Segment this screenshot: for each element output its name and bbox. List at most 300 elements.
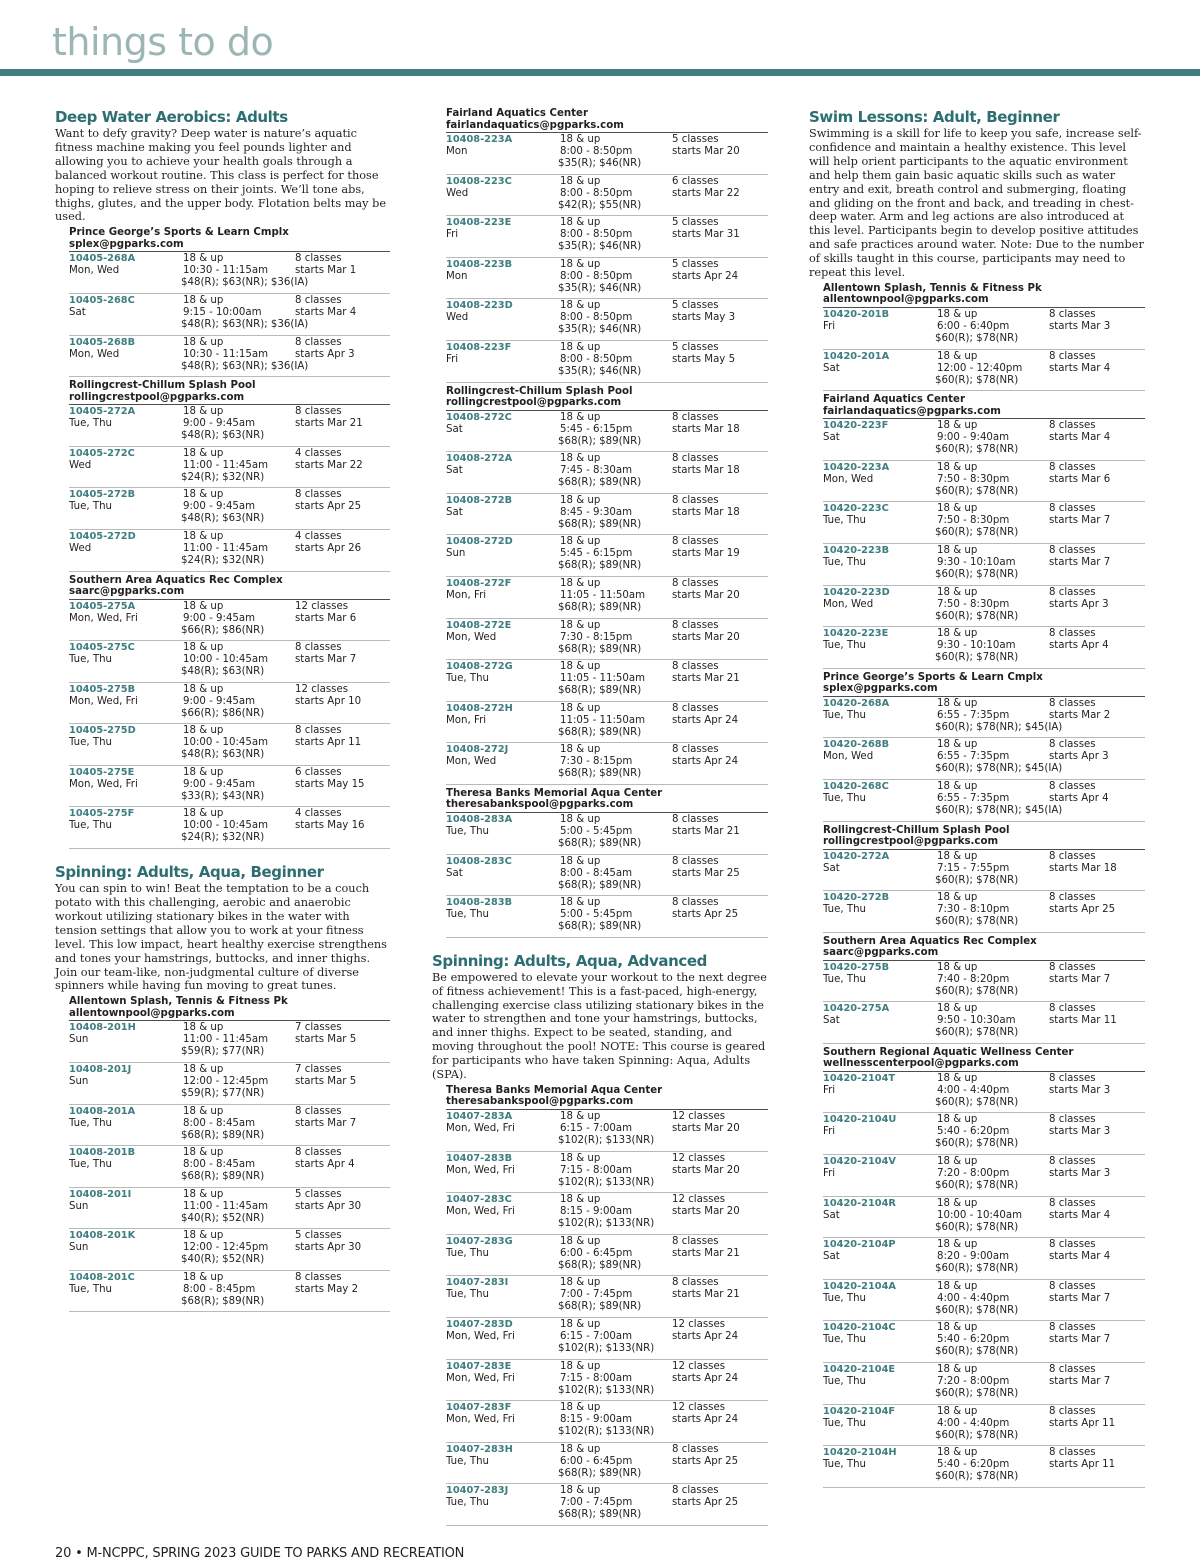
course-code: 10420-201B xyxy=(823,308,890,320)
course-start-date: starts Mar 7 xyxy=(295,654,357,666)
course-class-count: 8 classes xyxy=(1049,350,1096,362)
course-class-count: 8 classes xyxy=(1049,308,1096,320)
location-email: allentownpool@pgparks.com xyxy=(69,1007,235,1019)
course-start-date: starts Apr 25 xyxy=(1049,904,1116,916)
section-title: Deep Water Aerobics: Adults xyxy=(55,108,288,126)
course-days: Tue, Thu xyxy=(823,1334,867,1346)
course-row xyxy=(823,1280,1145,1322)
course-time: 4:00 - 4:40pm xyxy=(937,1084,1010,1096)
course-row xyxy=(446,452,768,494)
course-age: 18 & up xyxy=(183,336,224,348)
course-row xyxy=(823,1197,1145,1239)
location-header xyxy=(69,996,390,1021)
course-code: 10405-268A xyxy=(69,253,136,265)
course-row xyxy=(823,1072,1145,1114)
course-days: Fri xyxy=(823,1168,836,1180)
course-days: Sat xyxy=(823,1015,840,1027)
course-code: 10408-201I xyxy=(69,1188,132,1200)
course-code: 10405-275A xyxy=(69,600,136,612)
course-fee: $68(R); $89(NR) xyxy=(558,643,642,655)
course-time: 12:00 - 12:45pm xyxy=(183,1242,269,1254)
course-start-date: starts Apr 4 xyxy=(1049,792,1109,804)
course-days: Mon, Fri xyxy=(446,589,487,601)
course-age: 18 & up xyxy=(560,1110,601,1122)
course-age: 18 & up xyxy=(937,961,978,973)
course-start-date: starts Apr 24 xyxy=(672,1330,739,1342)
location-name: Rollingcrest-Chillum Splash Pool xyxy=(446,385,633,397)
course-age: 18 & up xyxy=(937,1003,978,1015)
course-days: Sun xyxy=(69,1242,89,1254)
course-days: Wed xyxy=(446,187,469,199)
course-fee: $42(R); $55(NR) xyxy=(558,199,642,211)
course-start-date: starts Mar 20 xyxy=(672,1122,740,1134)
course-days: Tue, Thu xyxy=(823,515,867,527)
course-age: 18 & up xyxy=(937,892,978,904)
course-age: 18 & up xyxy=(183,1147,224,1159)
course-row xyxy=(446,258,768,300)
course-code: 10405-272D xyxy=(69,530,136,542)
course-start-date: starts Mar 21 xyxy=(672,1247,740,1259)
course-fee: $68(R); $89(NR) xyxy=(558,879,642,891)
course-code: 10405-272A xyxy=(69,406,136,418)
course-row xyxy=(69,724,390,766)
course-age: 18 & up xyxy=(937,628,978,640)
course-code: 10405-275D xyxy=(69,725,136,737)
course-row xyxy=(823,1321,1145,1363)
location-header xyxy=(823,394,1145,419)
course-days: Sat xyxy=(446,465,463,477)
course-fee: $40(R); $52(NR) xyxy=(181,1254,265,1266)
course-class-count: 8 classes xyxy=(295,1271,342,1283)
course-fee: $68(R); $89(NR) xyxy=(558,560,642,572)
course-row xyxy=(69,641,390,683)
course-code: 10407-283I xyxy=(446,1277,509,1289)
course-time: 9:00 - 9:45am xyxy=(183,695,256,707)
course-class-count: 8 classes xyxy=(295,642,342,654)
location-name: Prince George’s Sports & Learn Cmplx xyxy=(69,227,289,239)
course-code: 10420-223F xyxy=(823,420,889,432)
course-age: 18 & up xyxy=(937,780,978,792)
course-code: 10408-223A xyxy=(446,134,513,145)
course-days: Mon, Wed xyxy=(446,631,497,643)
course-days: Tue, Thu xyxy=(823,904,867,916)
course-code: 10408-223E xyxy=(446,217,512,229)
course-row xyxy=(69,1229,390,1271)
location-name: Southern Area Aquatics Rec Complex xyxy=(823,935,1037,947)
course-time: 7:50 - 8:30pm xyxy=(937,473,1010,485)
course-class-count: 5 classes xyxy=(672,134,719,145)
course-days: Mon, Wed xyxy=(69,348,120,360)
course-start-date: starts Apr 24 xyxy=(672,1414,739,1426)
course-fee: $60(R); $78(NR) xyxy=(935,1388,1019,1400)
course-days: Tue, Thu xyxy=(446,673,490,685)
course-start-date: starts Mar 7 xyxy=(1049,1376,1111,1388)
course-class-count: 8 classes xyxy=(1049,1114,1096,1126)
course-fee: $102(R); $133(NR) xyxy=(558,1384,655,1396)
course-fee: $24(R); $32(NR) xyxy=(181,832,265,844)
course-age: 18 & up xyxy=(560,661,601,673)
course-row xyxy=(446,1110,768,1152)
course-code: 10420-223C xyxy=(823,503,889,515)
course-code: 10405-272B xyxy=(69,489,136,501)
column-middle xyxy=(432,108,768,1526)
course-time: 5:45 - 6:15pm xyxy=(560,423,633,435)
course-fee: $102(R); $133(NR) xyxy=(558,1176,655,1188)
course-row xyxy=(69,766,390,808)
course-class-count: 8 classes xyxy=(1049,1405,1096,1417)
course-time: 9:30 - 10:10am xyxy=(937,556,1016,568)
course-code: 10405-275F xyxy=(69,808,135,820)
course-days: Mon, Wed, Fri xyxy=(446,1164,515,1176)
course-fee: $102(R); $133(NR) xyxy=(558,1134,655,1146)
course-class-count: 5 classes xyxy=(672,341,719,353)
course-class-count: 8 classes xyxy=(1049,544,1096,556)
course-class-count: 8 classes xyxy=(1049,1156,1096,1168)
course-age: 18 & up xyxy=(937,1072,978,1084)
course-fee: $60(R); $78(NR) xyxy=(935,1096,1019,1108)
course-class-count: 8 classes xyxy=(295,294,342,306)
course-days: Tue, Thu xyxy=(823,1417,867,1429)
course-time: 6:00 - 6:40pm xyxy=(937,320,1010,332)
course-class-count: 8 classes xyxy=(1049,780,1096,792)
course-time: 8:15 - 9:00am xyxy=(560,1206,633,1218)
location-header xyxy=(823,1047,1145,1072)
course-fee: $68(R); $89(NR) xyxy=(558,685,642,697)
course-fee: $68(R); $89(NR) xyxy=(558,1301,642,1313)
course-days: Mon, Wed xyxy=(446,756,497,768)
course-days: Mon, Wed xyxy=(823,751,874,763)
course-row xyxy=(69,1146,390,1188)
course-fee: $60(R); $78(NR); $45(IA) xyxy=(935,763,1063,775)
course-time: 11:00 - 11:45am xyxy=(183,542,269,554)
course-time: 11:05 - 11:50am xyxy=(560,589,646,601)
course-row xyxy=(69,336,390,378)
course-class-count: 8 classes xyxy=(672,1277,719,1289)
course-days: Sat xyxy=(446,423,463,435)
course-time: 4:00 - 4:40pm xyxy=(937,1292,1010,1304)
course-days: Mon, Wed, Fri xyxy=(446,1122,515,1134)
course-row xyxy=(446,896,768,938)
course-days: Tue, Thu xyxy=(69,1117,113,1129)
course-fee: $60(R); $78(NR) xyxy=(935,527,1019,539)
course-time: 7:30 - 8:15pm xyxy=(560,631,633,643)
course-start-date: starts Mar 21 xyxy=(295,418,363,430)
course-code: 10420-2104A xyxy=(823,1280,896,1292)
course-days: Fri xyxy=(823,1084,836,1096)
section-spacer xyxy=(432,938,768,952)
course-days: Mon, Wed, Fri xyxy=(446,1206,515,1218)
course-code: 10407-283B xyxy=(446,1152,513,1164)
course-code: 10408-201H xyxy=(69,1022,136,1034)
course-start-date: starts Apr 25 xyxy=(672,1455,739,1467)
course-code: 10420-275B xyxy=(823,961,890,973)
course-row xyxy=(69,294,390,336)
course-fee: $35(R); $46(NR) xyxy=(558,365,642,377)
course-start-date: starts Apr 4 xyxy=(295,1159,355,1171)
course-start-date: starts Mar 19 xyxy=(672,548,740,560)
course-age: 18 & up xyxy=(937,308,978,320)
location-header xyxy=(69,227,390,252)
course-days: Sun xyxy=(69,1075,89,1087)
course-class-count: 5 classes xyxy=(295,1230,342,1242)
course-class-count: 12 classes xyxy=(672,1152,726,1164)
course-age: 18 & up xyxy=(183,253,224,265)
course-code: 10420-268B xyxy=(823,739,890,751)
course-class-count: 8 classes xyxy=(295,336,342,348)
course-code: 10407-283J xyxy=(446,1485,509,1497)
course-time: 11:05 - 11:50am xyxy=(560,714,646,726)
section-title: Spinning: Adults, Aqua, Beginner xyxy=(55,863,324,882)
course-class-count: 8 classes xyxy=(1049,1197,1096,1209)
course-start-date: starts Mar 7 xyxy=(295,1117,357,1129)
course-start-date: starts Mar 21 xyxy=(672,825,740,837)
course-start-date: starts Apr 25 xyxy=(672,909,739,921)
course-age: 18 & up xyxy=(937,1447,978,1459)
course-fee: $59(R); $77(NR) xyxy=(181,1087,265,1099)
course-time: 8:20 - 9:00am xyxy=(937,1251,1010,1263)
course-age: 18 & up xyxy=(560,453,601,465)
course-row xyxy=(446,619,768,661)
course-time: 12:00 - 12:40pm xyxy=(937,362,1023,374)
course-age: 18 & up xyxy=(937,420,978,432)
course-age: 18 & up xyxy=(560,1360,601,1372)
course-time: 7:00 - 7:45pm xyxy=(560,1289,633,1301)
course-code: 10408-283C xyxy=(446,855,512,867)
course-time: 9:50 - 10:30am xyxy=(937,1015,1016,1027)
course-age: 18 & up xyxy=(183,642,224,654)
course-row xyxy=(823,544,1145,586)
course-class-count: 8 classes xyxy=(672,619,719,631)
course-row xyxy=(446,577,768,619)
course-code: 10420-2104T xyxy=(823,1072,896,1084)
course-start-date: starts Mar 6 xyxy=(295,612,357,624)
course-time: 5:40 - 6:20pm xyxy=(937,1334,1010,1346)
course-time: 7:30 - 8:10pm xyxy=(937,904,1010,916)
course-start-date: starts Mar 20 xyxy=(672,1164,740,1176)
course-code: 10405-275E xyxy=(69,766,135,778)
course-start-date: starts Mar 7 xyxy=(1049,1292,1111,1304)
course-row xyxy=(69,683,390,725)
course-days: Mon, Wed, Fri xyxy=(446,1414,515,1426)
course-time: 10:00 - 10:45am xyxy=(183,654,269,666)
course-row xyxy=(446,341,768,383)
course-code: 10408-272G xyxy=(446,661,513,673)
course-row xyxy=(69,600,390,642)
location-name: Theresa Banks Memorial Aqua Center xyxy=(446,787,663,799)
course-class-count: 8 classes xyxy=(1049,1280,1096,1292)
course-row xyxy=(446,660,768,702)
course-start-date: starts Mar 1 xyxy=(295,265,357,277)
course-code: 10408-272C xyxy=(446,411,512,423)
course-code: 10408-272F xyxy=(446,577,512,589)
location-header xyxy=(446,788,768,813)
course-days: Mon, Wed, Fri xyxy=(69,612,138,624)
course-days: Mon, Wed xyxy=(823,598,874,610)
course-class-count: 8 classes xyxy=(1049,628,1096,640)
course-time: 6:15 - 7:00am xyxy=(560,1330,633,1342)
course-row xyxy=(446,1318,768,1360)
course-start-date: starts Mar 2 xyxy=(1049,709,1111,721)
course-time: 5:40 - 6:20pm xyxy=(937,1459,1010,1471)
course-start-date: starts Mar 4 xyxy=(295,306,357,318)
course-code: 10420-2104V xyxy=(823,1156,896,1168)
course-age: 18 & up xyxy=(560,1485,601,1497)
section-description: Be empowered to elevate your workout to the next degree of fitness achievement! This is a fast-paced, high-energy, challenging exercise class utilizing stationary bikes in the water to strengthen and tone your hamstrings, buttocks, and inner thighs. Expect to be seated, standing, and moving throughout the pool! NOTE: This course is geared for participants who have taken Spinning: Aqua, Adults (SPA). xyxy=(432,970,767,1082)
section-description: Want to defy gravity? Deep water is nature’s aquatic fitness machine making you feel pounds lighter and allowing you to achieve your health goals through a balanced workout routine. This class is perfect for those hoping to relieve stress on their joints. We’ll tone abs, thighs, glutes, and the upper body. Flotation belts may be used. xyxy=(55,127,387,224)
course-fee: $68(R); $89(NR) xyxy=(558,601,642,613)
course-time: 8:00 - 8:50pm xyxy=(560,146,633,157)
location-name: Allentown Splash, Tennis & Fitness Pk xyxy=(69,996,288,1008)
course-code: 10420-2104E xyxy=(823,1364,896,1376)
course-start-date: starts Apr 3 xyxy=(295,348,355,360)
location-email: theresabankspool@pgparks.com xyxy=(446,799,634,811)
course-time: 9:00 - 9:40am xyxy=(937,432,1010,444)
course-fee: $68(R); $89(NR) xyxy=(558,1259,642,1271)
course-code: 10408-272A xyxy=(446,453,513,465)
course-class-count: 8 classes xyxy=(295,725,342,737)
course-days: Tue, Thu xyxy=(823,640,867,652)
course-code: 10420-223B xyxy=(823,544,890,556)
course-age: 18 & up xyxy=(183,600,224,612)
course-class-count: 8 classes xyxy=(672,855,719,867)
course-age: 18 & up xyxy=(560,494,601,506)
location-header xyxy=(823,283,1145,308)
course-age: 18 & up xyxy=(560,258,601,270)
course-code: 10407-283G xyxy=(446,1235,513,1247)
course-class-count: 8 classes xyxy=(672,494,719,506)
course-fee: $48(R); $63(NR); $36(IA) xyxy=(181,360,309,372)
course-fee: $48(R); $63(NR) xyxy=(181,513,265,525)
course-age: 18 & up xyxy=(183,406,224,418)
course-start-date: starts Mar 6 xyxy=(1049,473,1111,485)
course-days: Wed xyxy=(69,459,92,471)
course-code: 10408-223D xyxy=(446,300,513,312)
course-class-count: 8 classes xyxy=(1049,503,1096,515)
course-days: Tue, Thu xyxy=(823,792,867,804)
course-time: 8:00 - 8:50pm xyxy=(560,353,633,365)
course-code: 10407-283C xyxy=(446,1194,512,1206)
course-age: 18 & up xyxy=(183,808,224,820)
course-row xyxy=(446,1401,768,1443)
course-fee: $48(R); $63(NR); $36(IA) xyxy=(181,318,309,330)
course-days: Mon, Wed, Fri xyxy=(446,1330,515,1342)
course-class-count: 6 classes xyxy=(672,175,719,187)
course-class-count: 4 classes xyxy=(295,808,342,820)
course-fee: $60(R); $78(NR) xyxy=(935,332,1019,344)
course-fee: $68(R); $89(NR) xyxy=(181,1295,265,1307)
course-fee: $60(R); $78(NR) xyxy=(935,1221,1019,1233)
course-fee: $48(R); $63(NR); $36(IA) xyxy=(181,277,309,289)
course-class-count: 8 classes xyxy=(1049,739,1096,751)
course-fee: $60(R); $78(NR) xyxy=(935,916,1019,928)
course-time: 6:55 - 7:35pm xyxy=(937,792,1010,804)
course-days: Sat xyxy=(823,1209,840,1221)
course-days: Tue, Thu xyxy=(823,1459,867,1471)
course-start-date: starts Apr 4 xyxy=(1049,640,1109,652)
location-header xyxy=(446,108,768,133)
course-class-count: 8 classes xyxy=(295,1147,342,1159)
course-code: 10405-275B xyxy=(69,683,136,695)
course-fee: $60(R); $78(NR) xyxy=(935,1180,1019,1192)
course-age: 18 & up xyxy=(560,813,601,825)
course-code: 10407-283D xyxy=(446,1318,513,1330)
course-code: 10420-268A xyxy=(823,697,890,709)
course-class-count: 8 classes xyxy=(672,1443,719,1455)
course-time: 9:00 - 9:45am xyxy=(183,778,256,790)
course-class-count: 8 classes xyxy=(1049,1364,1096,1376)
course-row xyxy=(446,216,768,258)
location-name: Rollingcrest-Chillum Splash Pool xyxy=(69,380,256,392)
course-row xyxy=(823,1446,1145,1488)
course-time: 8:00 - 8:50pm xyxy=(560,312,633,324)
section-spacer xyxy=(55,849,390,863)
course-start-date: starts Mar 31 xyxy=(672,229,740,241)
course-start-date: starts Apr 25 xyxy=(295,501,362,513)
course-fee: $68(R); $89(NR) xyxy=(558,726,642,738)
course-age: 18 & up xyxy=(560,217,601,229)
course-row xyxy=(446,1276,768,1318)
course-row xyxy=(446,494,768,536)
course-start-date: starts Apr 11 xyxy=(1049,1459,1116,1471)
course-row xyxy=(446,411,768,453)
course-start-date: starts Mar 7 xyxy=(1049,556,1111,568)
course-start-date: starts Mar 25 xyxy=(672,867,740,879)
course-code: 10420-272B xyxy=(823,892,890,904)
course-days: Tue, Thu xyxy=(446,1289,490,1301)
course-age: 18 & up xyxy=(560,1194,601,1206)
location-email: saarc@pgparks.com xyxy=(69,586,185,597)
location-header xyxy=(823,825,1145,850)
course-code: 10408-272D xyxy=(446,536,513,548)
course-code: 10408-201K xyxy=(69,1230,136,1242)
course-class-count: 12 classes xyxy=(295,683,349,695)
course-time: 11:00 - 11:45am xyxy=(183,1034,269,1046)
course-start-date: starts Apr 10 xyxy=(295,695,362,707)
course-days: Tue, Thu xyxy=(823,1292,867,1304)
course-age: 18 & up xyxy=(937,1114,978,1126)
course-code: 10407-283A xyxy=(446,1110,513,1122)
course-age: 18 & up xyxy=(183,489,224,501)
course-row xyxy=(446,535,768,577)
course-age: 18 & up xyxy=(183,1063,224,1075)
course-age: 18 & up xyxy=(183,766,224,778)
course-start-date: starts Mar 5 xyxy=(295,1075,357,1087)
course-class-count: 12 classes xyxy=(672,1110,726,1122)
course-age: 18 & up xyxy=(937,1197,978,1209)
course-start-date: starts May 5 xyxy=(672,353,736,365)
course-fee: $60(R); $78(NR) xyxy=(935,1471,1019,1483)
course-class-count: 8 classes xyxy=(1049,892,1096,904)
course-age: 18 & up xyxy=(183,1271,224,1283)
course-start-date: starts Mar 4 xyxy=(1049,432,1111,444)
course-time: 7:20 - 8:00pm xyxy=(937,1168,1010,1180)
course-time: 9:00 - 9:45am xyxy=(183,612,256,624)
course-row xyxy=(823,502,1145,544)
course-code: 10408-223F xyxy=(446,341,512,353)
course-time: 8:00 - 8:45am xyxy=(183,1159,256,1171)
course-days: Sat xyxy=(823,362,840,374)
course-days: Sat xyxy=(446,506,463,518)
course-days: Tue, Thu xyxy=(823,973,867,985)
course-days: Sun xyxy=(446,548,466,560)
section-title: Spinning: Adults, Aqua, Advanced xyxy=(432,951,707,970)
course-time: 8:45 - 9:30am xyxy=(560,506,633,518)
course-start-date: starts Mar 5 xyxy=(295,1034,357,1046)
course-fee: $60(R); $78(NR) xyxy=(935,874,1019,886)
course-days: Sat xyxy=(69,306,86,318)
course-start-date: starts Mar 3 xyxy=(1049,1168,1111,1180)
page-title: things to do xyxy=(52,20,274,64)
